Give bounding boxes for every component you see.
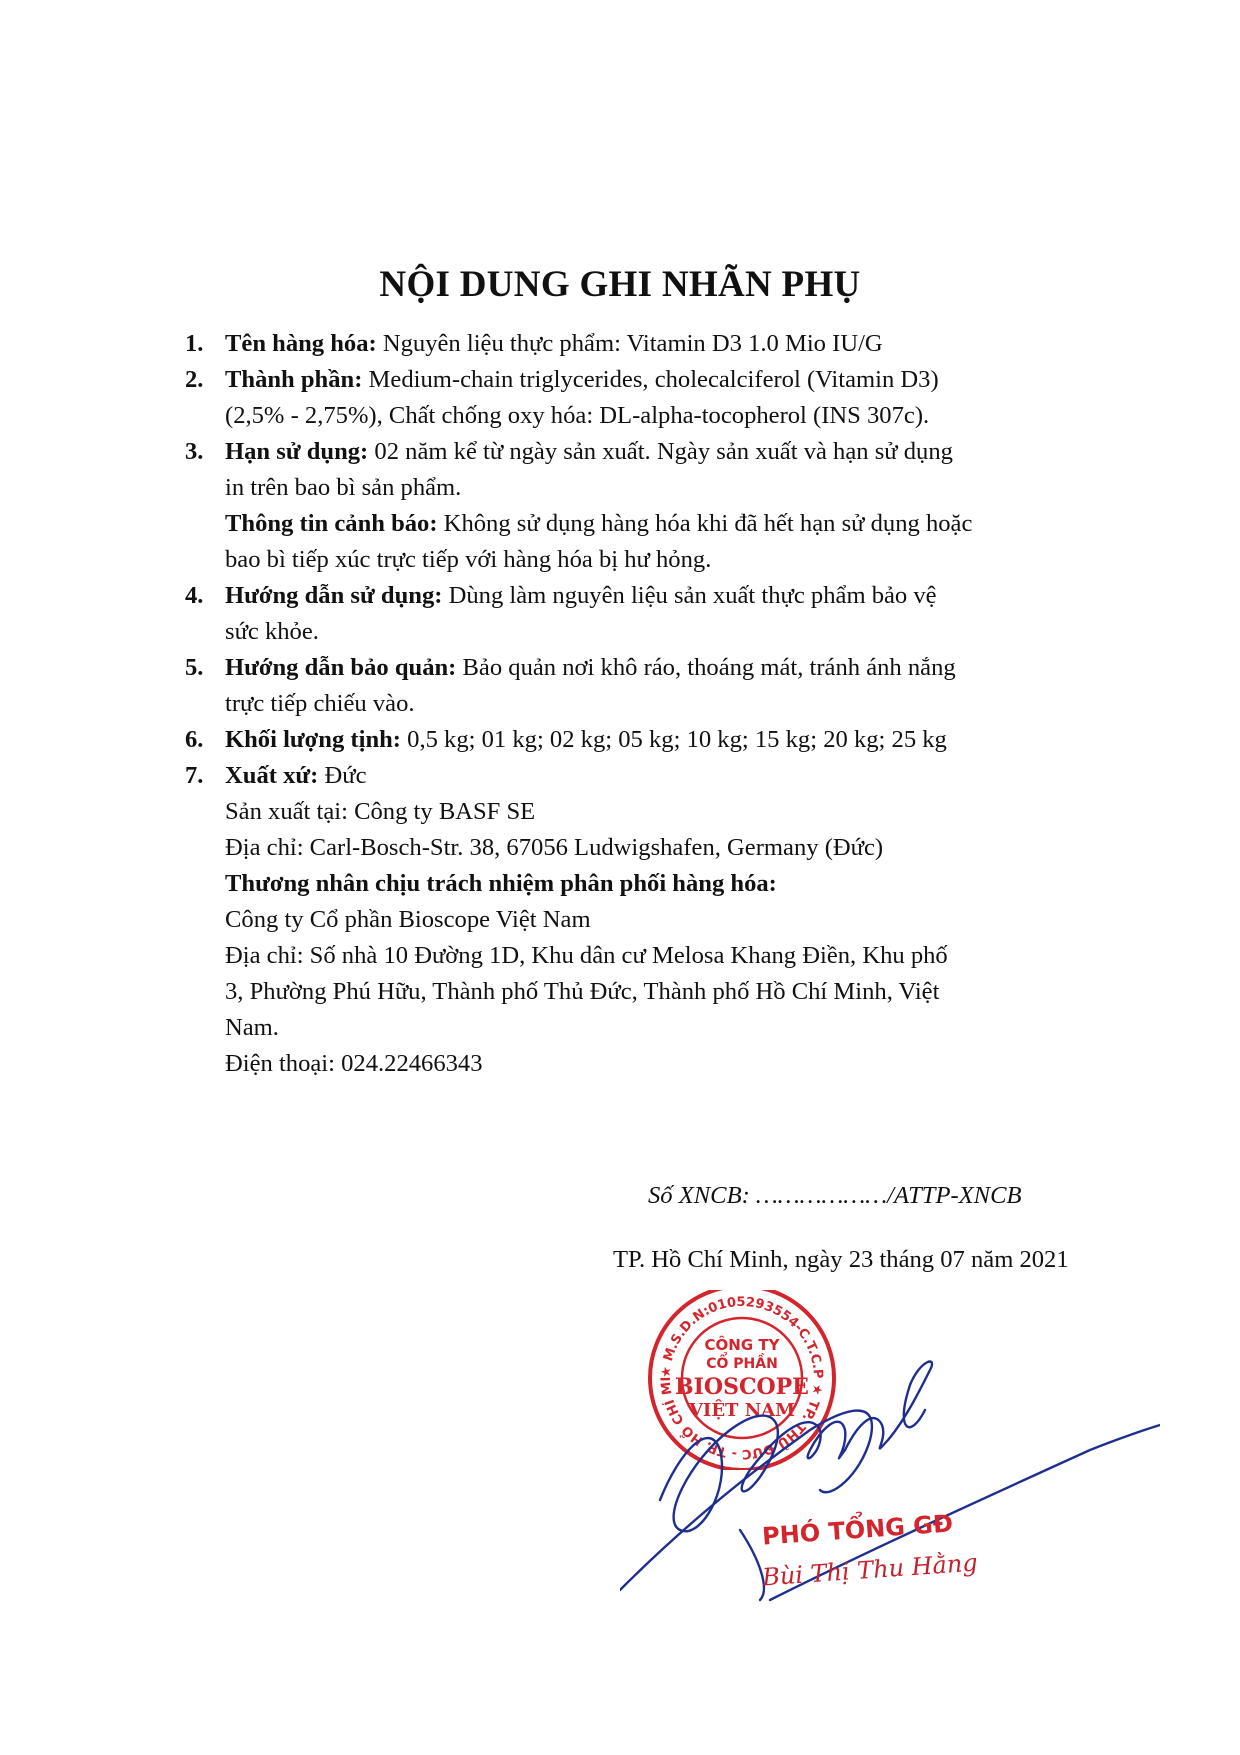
item-number: 7.	[185, 762, 204, 789]
item-text: 02 năm kể từ ngày sản xuất. Ngày sản xuất và hạn sử dụng	[368, 438, 953, 465]
seal-line-4: VIỆT NAM	[688, 1400, 796, 1421]
item-text: (2,5% - 2,75%), Chất chống oxy hóa: DL-alpha-tocopherol (INS 307c).	[225, 402, 930, 429]
item-text: Bảo quản nơi khô ráo, thoáng mát, tránh ánh nắng	[456, 654, 956, 681]
item-number: 6.	[185, 726, 204, 753]
warning-text: bao bì tiếp xúc trực tiếp với hàng hóa bị hư hỏng.	[225, 546, 712, 573]
item-text: Nguyên liệu thực phẩm: Vitamin D3 1.0 Mio IU/G	[376, 330, 883, 357]
item-number: 3.	[185, 438, 204, 465]
item-label: Thành phần:	[225, 366, 363, 393]
warning-text: Không sử dụng hàng hóa khi đã hết hạn sử dụng hoặc	[437, 510, 973, 537]
item-number: 2.	[185, 366, 204, 393]
signer-title: PHÓ TỔNG GĐ	[761, 1509, 954, 1551]
item-text: Medium-chain triglycerides, cholecalciferol (Vitamin D3)	[362, 366, 939, 393]
item-label: Hướng dẫn sử dụng:	[225, 582, 443, 609]
item-label: Xuất xứ:	[225, 762, 319, 789]
seal-line-1: CÔNG TY	[704, 1336, 780, 1354]
item-number: 1.	[185, 330, 204, 357]
item-text: Dùng làm nguyên liệu sản xuất thực phẩm bảo vệ	[442, 582, 937, 609]
item-text: Đức	[318, 762, 367, 789]
item-text: 0,5 kg; 01 kg; 02 kg; 05 kg; 10 kg; 15 kg; 20 kg; 25 kg	[401, 726, 947, 753]
registration-number: Số XNCB: ………………/ATTP-XNCB	[648, 1182, 1022, 1209]
warning-label: Thông tin cảnh báo:	[225, 510, 438, 537]
item-text: trực tiếp chiếu vào.	[225, 690, 415, 717]
place-date: TP. Hồ Chí Minh, ngày 23 tháng 07 năm 2021	[613, 1246, 1069, 1273]
item-text: sức khỏe.	[225, 618, 319, 645]
seal-line-3: BIOSCOPE	[675, 1374, 809, 1400]
item-label: Tên hàng hóa:	[225, 330, 377, 357]
signer-name: Bùi Thị Thu Hằng	[761, 1548, 979, 1592]
item-label: Khối lượng tịnh:	[225, 726, 401, 753]
seal-line-2: CỔ PHẦN	[706, 1356, 778, 1372]
seal-ring-text: ★ M.S.D.N:0105293554-C.T.C.P ★ TP. THỦ ĐỨC - TP. HỒ CHÍ MI	[658, 1294, 826, 1462]
item-number: 4.	[185, 582, 204, 609]
page-title: NỘI DUNG GHI NHÃN PHỤ	[379, 264, 861, 305]
item-number: 5.	[185, 654, 204, 681]
item-label: Hướng dẫn bảo quản:	[225, 654, 457, 681]
item-text: in trên bao bì sản phẩm.	[225, 474, 462, 501]
item-label: Hạn sử dụng:	[225, 438, 369, 465]
